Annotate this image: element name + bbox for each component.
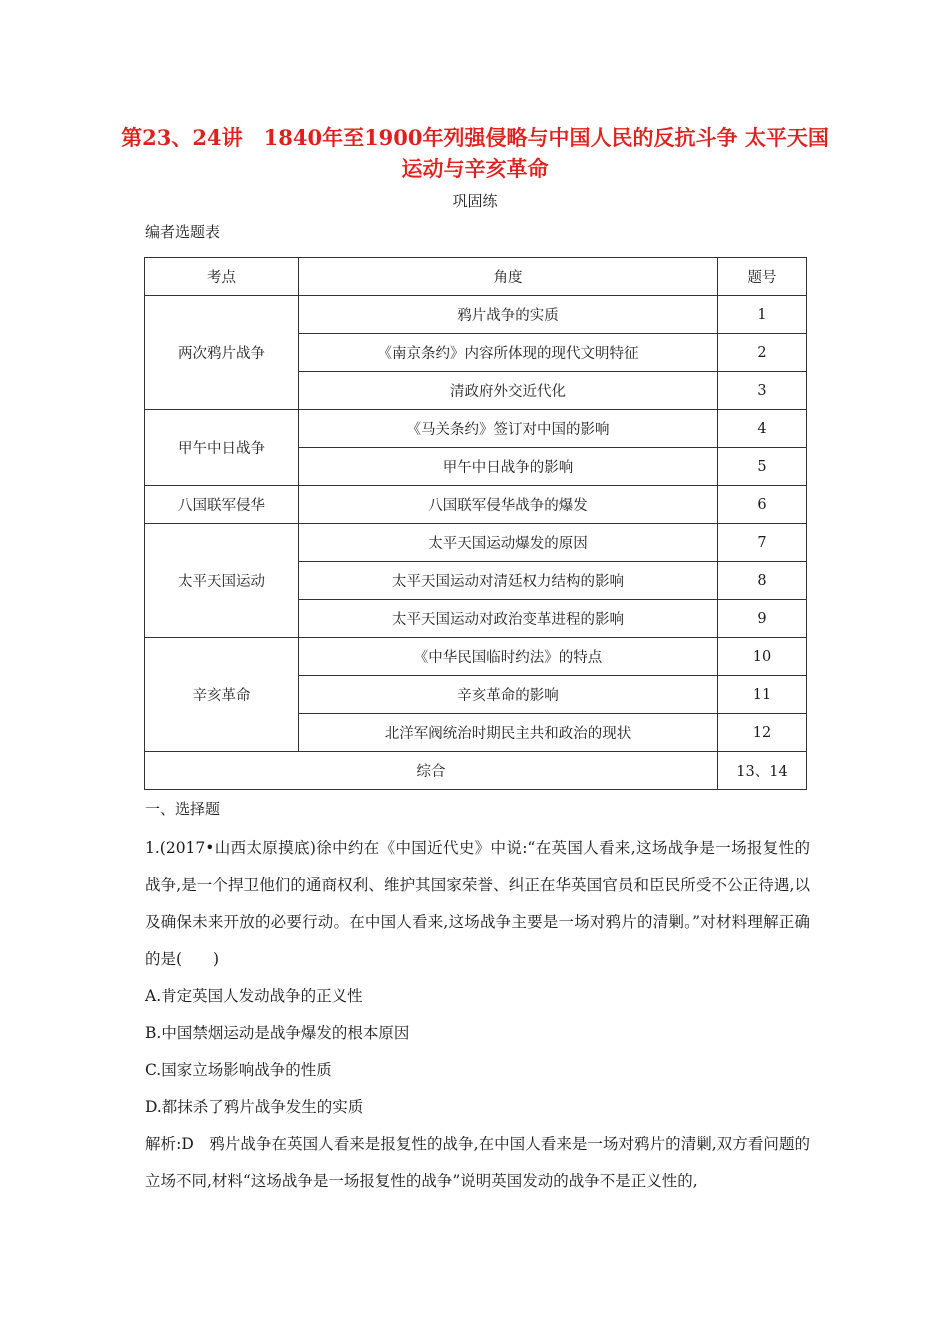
topic-angle-cell: 太平天国运动对政治变革进程的影响 [299,600,718,638]
topic-angle-cell: 辛亥革命的影响 [299,676,718,714]
header-cell-angle: 角度 [299,258,718,296]
table-caption: 编者选题表 [145,223,221,241]
question-number-cell: 1 [718,296,807,334]
topic-angle-cell: 清政府外交近代化 [299,372,718,410]
table-row [145,638,807,676]
question-number-cell: 5 [718,448,807,486]
section-title: 一、选择题 [145,800,221,818]
question-stem: 1.(2017•山西太原摸底)徐中约在《中国近代史》中说:“在英国人看来,这场战争是一场报复性的战争,是一个捍卫他们的通商权利、维护其国家荣誉、纠正在华英国官员和臣民所受不公正待遇,以及确保未来开放的必要行动。在中国人看来,这场战争主要是一场对鸦片的清剿。”对材料理解正确的是( ) [145,839,810,968]
table-row [145,486,807,524]
topic-point-cell: 辛亥革命 [145,638,299,752]
question-number-cell: 4 [718,410,807,448]
table-row [145,410,807,448]
topic-angle-cell: 鸦片战争的实质 [299,296,718,334]
topic-angle-cell: 北洋军阀统治时期民主共和政治的现状 [299,714,718,752]
option-b: B.中国禁烟运动是战争爆发的根本原因 [145,1024,410,1042]
option-a: A.肯定英国人发动战争的正义性 [145,987,363,1005]
page-subtitle: 巩固练 [452,192,498,210]
question-number-cell: 3 [718,372,807,410]
topic-angle-cell: 八国联军侵华战争的爆发 [299,486,718,524]
question-number-cell: 8 [718,562,807,600]
summary-label-cell: 综合 [145,752,718,790]
question-number-cell: 7 [718,524,807,562]
topic-angle-cell: 太平天国运动爆发的原因 [299,524,718,562]
topic-angle-cell: 太平天国运动对清廷权力结构的影响 [299,562,718,600]
table-summary-row [145,752,807,790]
header-cell-number: 题号 [718,258,807,296]
topic-table [144,257,807,790]
topic-angle-cell: 甲午中日战争的影响 [299,448,718,486]
question-number-cell: 2 [718,334,807,372]
topic-point-cell: 甲午中日战争 [145,410,299,486]
answer-analysis: 解析:D 鸦片战争在英国人看来是报复性的战争,在中国人看来是一场对鸦片的清剿,双方看问题的立场不同,材料“这场战争是一场报复性的战争”说明英国发动的战争不是正义性的, [145,1135,810,1190]
table-header-row [145,258,807,296]
topic-point-cell: 两次鸦片战争 [145,296,299,410]
option-c: C.国家立场影响战争的性质 [145,1061,332,1079]
table-row [145,524,807,562]
question-number-cell: 12 [718,714,807,752]
page-title: 第23、24讲 1840年至1900年列强侵略与中国人民的反抗斗争 太平天国运动与辛亥革命 [121,125,829,181]
question-number-cell: 11 [718,676,807,714]
question-1 [145,830,810,1200]
topic-angle-cell: 《南京条约》内容所体现的现代文明特征 [299,334,718,372]
header-cell-point: 考点 [145,258,299,296]
question-number-cell: 9 [718,600,807,638]
option-d: D.都抹杀了鸦片战争发生的实质 [145,1098,364,1116]
question-number-cell: 10 [718,638,807,676]
topic-angle-cell: 《中华民国临时约法》的特点 [299,638,718,676]
question-number-cell: 6 [718,486,807,524]
topic-point-cell: 太平天国运动 [145,524,299,638]
summary-number-cell: 13、14 [718,752,807,790]
topic-angle-cell: 《马关条约》签订对中国的影响 [299,410,718,448]
topic-point-cell: 八国联军侵华 [145,486,299,524]
table-row [145,296,807,334]
